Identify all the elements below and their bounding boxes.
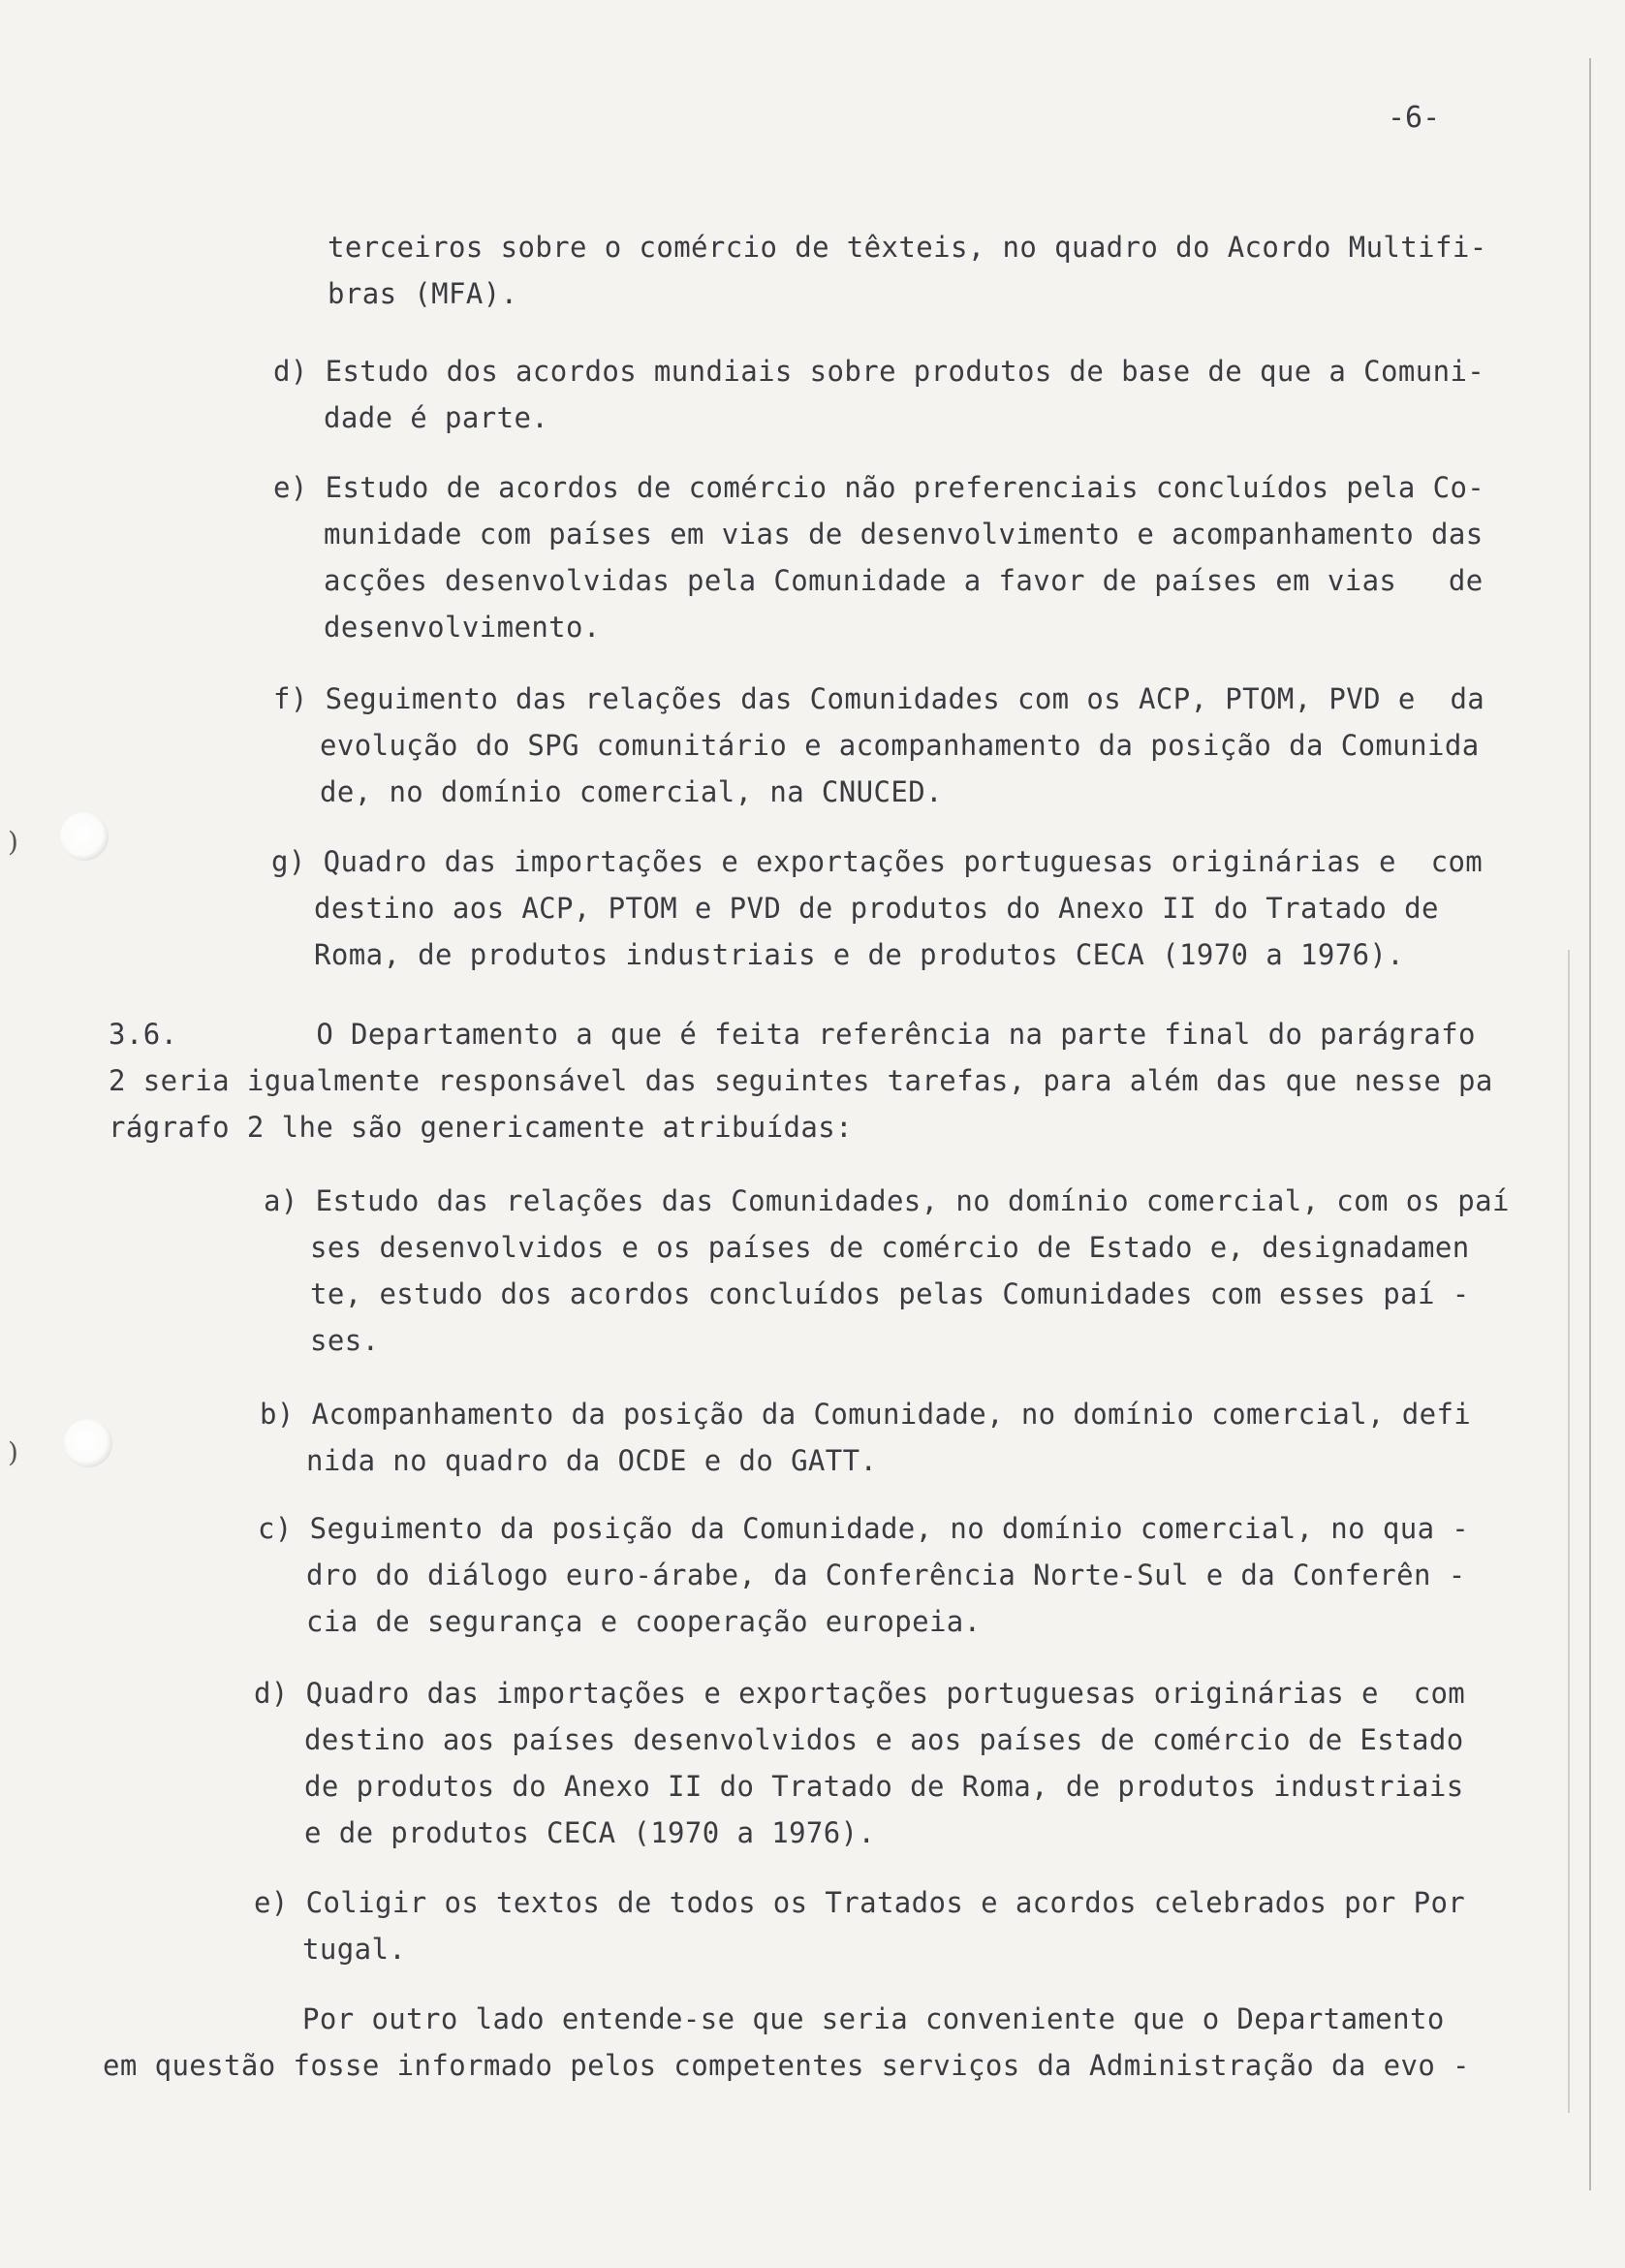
text-line: ses desenvolvidos e os países de comércio de Estado e, designadamen [310, 1231, 1470, 1264]
text-line: destino aos países desenvolvidos e aos países de comércio de Estado [304, 1723, 1464, 1756]
text-line: de produtos do Anexo II do Tratado de Roma, de produtos industriais [304, 1770, 1464, 1803]
text-line: b) Acompanhamento da posição da Comunidade, no domínio comercial, defi [260, 1398, 1472, 1431]
text-line: Por outro lado entende-se que seria conveniente que o Departamento [302, 2002, 1445, 2035]
binding-mark-top: ) [8, 826, 18, 858]
text-line: evolução do SPG comunitário e acompanhamento da posição da Comunida [320, 729, 1480, 762]
text-line: cia de segurança e cooperação europeia. [306, 1605, 982, 1638]
text-line: e) Estudo de acordos de comércio não preferenciais concluídos pela Co- [273, 471, 1485, 504]
text-line: te, estudo dos acordos concluídos pelas Comunidades com esses paí - [310, 1277, 1470, 1310]
text-line: nida no quadro da OCDE e do GATT. [306, 1444, 878, 1477]
text-line: d) Quadro das importações e exportações portuguesas originárias e com [254, 1677, 1466, 1710]
binding-mark-bottom: ) [8, 1436, 18, 1468]
text-line: dro do diálogo euro-árabe, da Conferência Norte-Sul e da Conferên - [306, 1559, 1466, 1591]
text-line: c) Seguimento da posição da Comunidade, no domínio comercial, no qua - [258, 1512, 1470, 1545]
text-line: rágrafo 2 lhe são genericamente atribuídas: [109, 1111, 853, 1144]
text-line: desenvolvimento. [324, 611, 601, 644]
text-line: a) Estudo das relações das Comunidades, no domínio comercial, com os paí [264, 1184, 1510, 1217]
text-line: dade é parte. [324, 401, 549, 434]
text-line: g) Quadro das importações e exportações portuguesas originárias e com [271, 845, 1484, 878]
page-number: -6- [1388, 101, 1441, 135]
text-line: de, no domínio comercial, na CNUCED. [320, 775, 943, 808]
text-line: bras (MFA). [328, 277, 518, 310]
text-line: d) Estudo dos acordos mundiais sobre produtos de base de que a Comuni- [273, 355, 1485, 388]
text-line: 2 seria igualmente responsável das seguintes tarefas, para além das que nesse pa [109, 1064, 1493, 1097]
text-line: 3.6. O Departamento a que é feita referência na parte final do parágrafo [109, 1018, 1476, 1051]
text-line: munidade com países em vias de desenvolvimento e acompanhamento das [324, 518, 1484, 551]
punch-hole-top [60, 812, 109, 861]
text-line: tugal. [302, 1933, 407, 1966]
text-line: terceiros sobre o comércio de têxteis, no quadro do Acordo Multifi- [328, 231, 1487, 264]
text-line: f) Seguimento das relações das Comunidades com os ACP, PTOM, PVD e da [273, 682, 1485, 715]
text-line: e de produtos CECA (1970 a 1976). [304, 1816, 876, 1849]
text-line: e) Coligir os textos de todos os Tratados e acordos celebrados por Por [254, 1886, 1466, 1919]
scan-edge-line [1589, 58, 1591, 2190]
text-line: ses. [310, 1324, 380, 1357]
punch-hole-bottom [64, 1419, 112, 1467]
text-line: Roma, de produtos industriais e de produtos CECA (1970 a 1976). [314, 938, 1405, 971]
scan-edge-line-2 [1568, 950, 1570, 2113]
text-line: em questão fosse informado pelos competentes serviços da Administração da evo - [103, 2049, 1470, 2082]
text-line: destino aos ACP, PTOM e PVD de produtos do Anexo II do Tratado de [314, 892, 1439, 925]
text-line: acções desenvolvidas pela Comunidade a favor de países em vias de [324, 564, 1484, 597]
